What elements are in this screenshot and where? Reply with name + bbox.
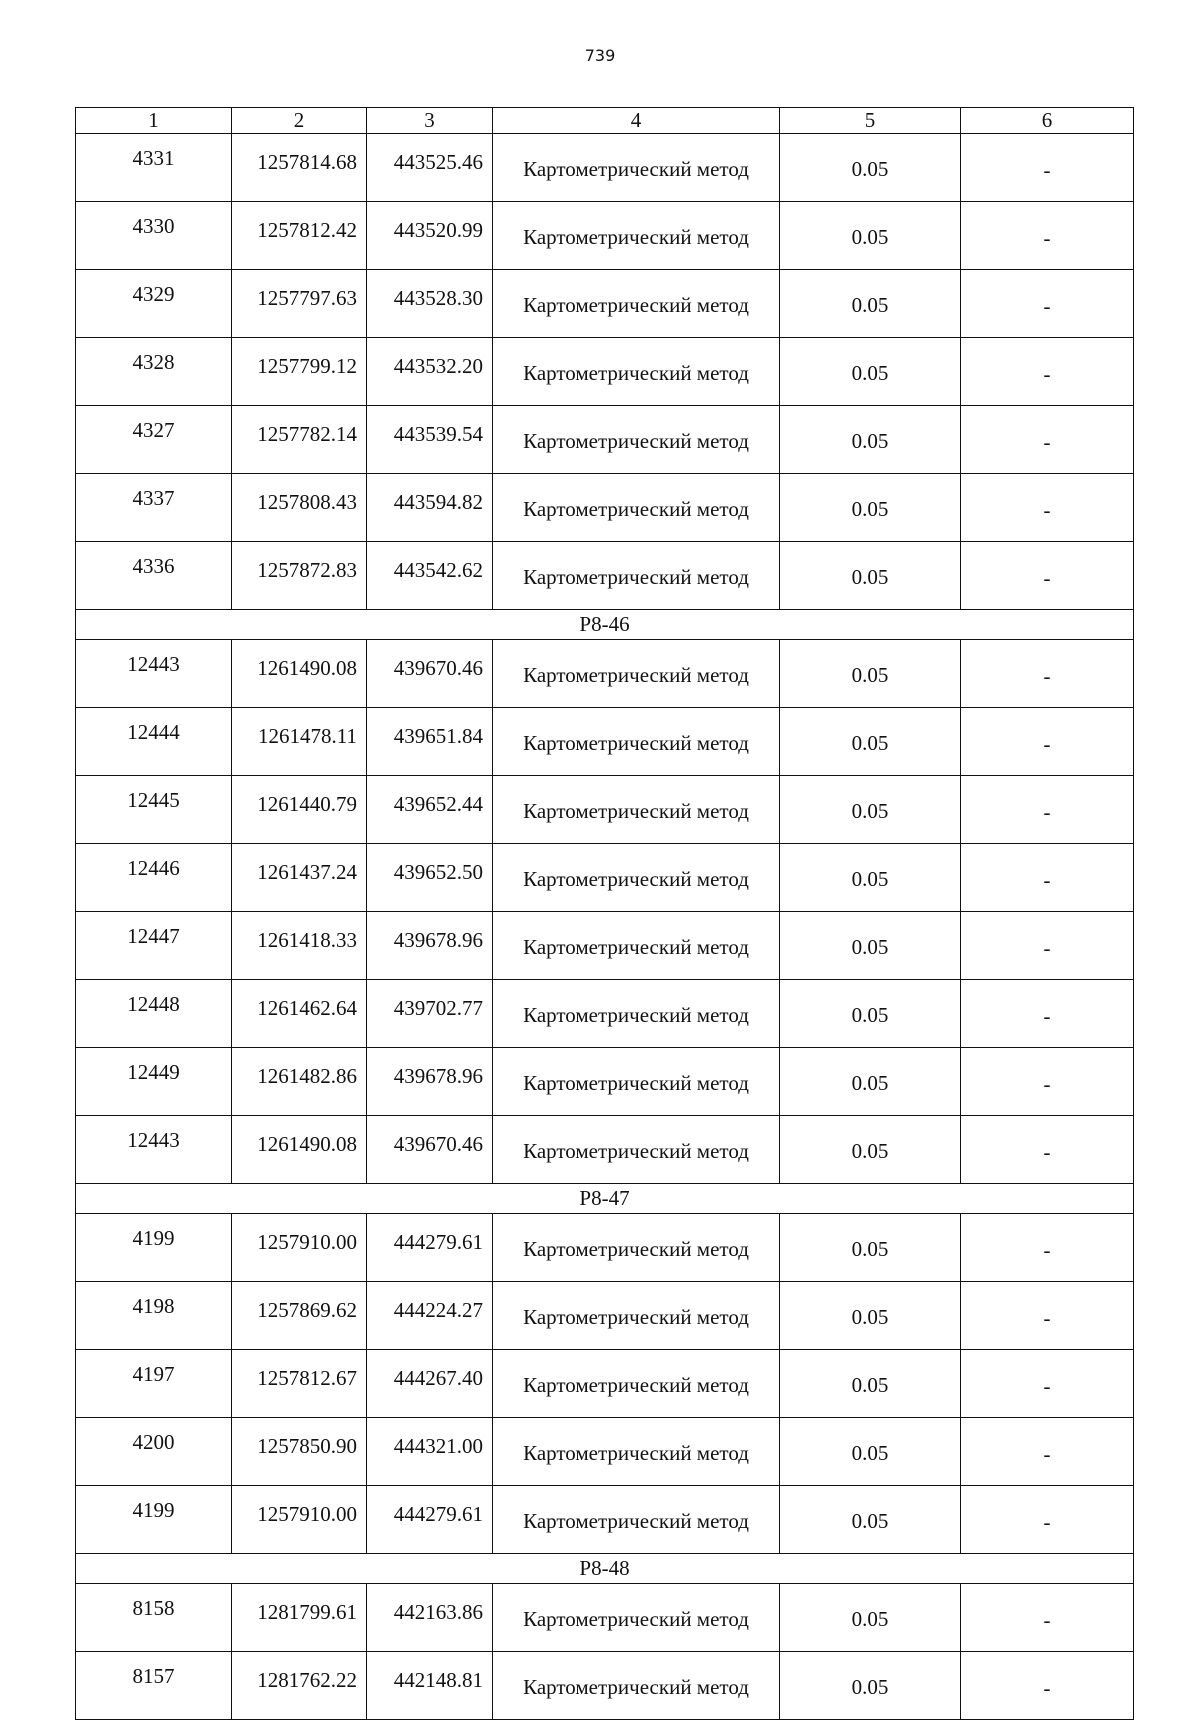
- point-number-cell: 4197: [76, 1350, 232, 1418]
- x-coordinate-cell: 1261490.08: [232, 640, 367, 708]
- point-number-cell: 4337: [76, 474, 232, 542]
- accuracy-cell: 0.05: [780, 1584, 961, 1652]
- column-header: 3: [367, 108, 493, 134]
- accuracy-cell: 0.05: [780, 912, 961, 980]
- table-row: [76, 474, 1134, 542]
- y-coordinate-cell: 444279.61: [367, 1214, 493, 1282]
- accuracy-cell: 0.05: [780, 542, 961, 610]
- point-number-cell: 4199: [76, 1486, 232, 1554]
- note-cell: -: [961, 1584, 1134, 1652]
- table-row: [76, 134, 1134, 202]
- x-coordinate-cell: 1261418.33: [232, 912, 367, 980]
- point-number-cell: 4331: [76, 134, 232, 202]
- note-cell: -: [961, 134, 1134, 202]
- coordinates-table: [75, 107, 1134, 1720]
- column-header: 6: [961, 108, 1134, 134]
- note-cell: -: [961, 844, 1134, 912]
- x-coordinate-cell: 1257869.62: [232, 1282, 367, 1350]
- accuracy-cell: 0.05: [780, 1350, 961, 1418]
- table-row: [76, 980, 1134, 1048]
- table-row: [76, 1486, 1134, 1554]
- note-cell: -: [961, 1116, 1134, 1184]
- accuracy-cell: 0.05: [780, 406, 961, 474]
- method-cell: Картометрический метод: [493, 912, 780, 980]
- point-number-cell: 4199: [76, 1214, 232, 1282]
- y-coordinate-cell: 443539.54: [367, 406, 493, 474]
- note-cell: -: [961, 542, 1134, 610]
- method-cell: Картометрический метод: [493, 270, 780, 338]
- accuracy-cell: 0.05: [780, 1116, 961, 1184]
- accuracy-cell: 0.05: [780, 474, 961, 542]
- table-row: [76, 1350, 1134, 1418]
- method-cell: Картометрический метод: [493, 474, 780, 542]
- note-cell: -: [961, 1486, 1134, 1554]
- table-row: [76, 1048, 1134, 1116]
- table-row: [76, 406, 1134, 474]
- table-row: [76, 776, 1134, 844]
- table-row: [76, 912, 1134, 980]
- method-cell: Картометрический метод: [493, 1282, 780, 1350]
- method-cell: Картометрический метод: [493, 1048, 780, 1116]
- accuracy-cell: 0.05: [780, 776, 961, 844]
- x-coordinate-cell: 1261462.64: [232, 980, 367, 1048]
- point-number-cell: 8158: [76, 1584, 232, 1652]
- x-coordinate-cell: 1257910.00: [232, 1214, 367, 1282]
- y-coordinate-cell: 442163.86: [367, 1584, 493, 1652]
- method-cell: Картометрический метод: [493, 338, 780, 406]
- table-row: [76, 338, 1134, 406]
- y-coordinate-cell: 439670.46: [367, 640, 493, 708]
- point-number-cell: 12443: [76, 1116, 232, 1184]
- table-row: [76, 202, 1134, 270]
- note-cell: -: [961, 474, 1134, 542]
- x-coordinate-cell: 1257872.83: [232, 542, 367, 610]
- method-cell: Картометрический метод: [493, 980, 780, 1048]
- section-heading: Р8-47: [76, 1184, 1134, 1214]
- y-coordinate-cell: 439652.44: [367, 776, 493, 844]
- x-coordinate-cell: 1261482.86: [232, 1048, 367, 1116]
- note-cell: -: [961, 202, 1134, 270]
- x-coordinate-cell: 1261437.24: [232, 844, 367, 912]
- note-cell: -: [961, 1214, 1134, 1282]
- y-coordinate-cell: 443520.99: [367, 202, 493, 270]
- x-coordinate-cell: 1257814.68: [232, 134, 367, 202]
- section-heading: Р8-48: [76, 1554, 1134, 1584]
- method-cell: Картометрический метод: [493, 1418, 780, 1486]
- accuracy-cell: 0.05: [780, 1048, 961, 1116]
- method-cell: Картометрический метод: [493, 1486, 780, 1554]
- method-cell: Картометрический метод: [493, 1584, 780, 1652]
- section-heading-row: [76, 1554, 1134, 1584]
- y-coordinate-cell: 444224.27: [367, 1282, 493, 1350]
- y-coordinate-cell: 444321.00: [367, 1418, 493, 1486]
- method-cell: Картометрический метод: [493, 1116, 780, 1184]
- y-coordinate-cell: 439678.96: [367, 1048, 493, 1116]
- table-row: [76, 1282, 1134, 1350]
- note-cell: -: [961, 1418, 1134, 1486]
- note-cell: -: [961, 1048, 1134, 1116]
- x-coordinate-cell: 1257812.67: [232, 1350, 367, 1418]
- table-row: [76, 1584, 1134, 1652]
- y-coordinate-cell: 439652.50: [367, 844, 493, 912]
- method-cell: Картометрический метод: [493, 708, 780, 776]
- y-coordinate-cell: 444279.61: [367, 1486, 493, 1554]
- table-row: [76, 708, 1134, 776]
- note-cell: -: [961, 1282, 1134, 1350]
- method-cell: Картометрический метод: [493, 640, 780, 708]
- table-row: [76, 1652, 1134, 1720]
- point-number-cell: 4336: [76, 542, 232, 610]
- method-cell: Картометрический метод: [493, 844, 780, 912]
- table-row: [76, 1116, 1134, 1184]
- y-coordinate-cell: 439651.84: [367, 708, 493, 776]
- x-coordinate-cell: 1257910.00: [232, 1486, 367, 1554]
- accuracy-cell: 0.05: [780, 134, 961, 202]
- method-cell: Картометрический метод: [493, 1652, 780, 1720]
- section-heading-row: [76, 610, 1134, 640]
- page-number: 739: [584, 46, 616, 65]
- y-coordinate-cell: 443594.82: [367, 474, 493, 542]
- method-cell: Картометрический метод: [493, 1350, 780, 1418]
- table-row: [76, 542, 1134, 610]
- column-number-row: [76, 108, 1134, 134]
- note-cell: -: [961, 776, 1134, 844]
- y-coordinate-cell: 444267.40: [367, 1350, 493, 1418]
- accuracy-cell: 0.05: [780, 1282, 961, 1350]
- method-cell: Картометрический метод: [493, 776, 780, 844]
- method-cell: Картометрический метод: [493, 1214, 780, 1282]
- accuracy-cell: 0.05: [780, 270, 961, 338]
- note-cell: -: [961, 980, 1134, 1048]
- method-cell: Картометрический метод: [493, 202, 780, 270]
- note-cell: -: [961, 1652, 1134, 1720]
- point-number-cell: 12449: [76, 1048, 232, 1116]
- point-number-cell: 12446: [76, 844, 232, 912]
- accuracy-cell: 0.05: [780, 1652, 961, 1720]
- table-row: [76, 844, 1134, 912]
- method-cell: Картометрический метод: [493, 134, 780, 202]
- point-number-cell: 4200: [76, 1418, 232, 1486]
- table-row: [76, 1418, 1134, 1486]
- method-cell: Картометрический метод: [493, 542, 780, 610]
- accuracy-cell: 0.05: [780, 1418, 961, 1486]
- x-coordinate-cell: 1257812.42: [232, 202, 367, 270]
- point-number-cell: 4330: [76, 202, 232, 270]
- column-header: 4: [493, 108, 780, 134]
- x-coordinate-cell: 1261478.11: [232, 708, 367, 776]
- x-coordinate-cell: 1257797.63: [232, 270, 367, 338]
- note-cell: -: [961, 912, 1134, 980]
- point-number-cell: 12445: [76, 776, 232, 844]
- table-body: [76, 134, 1134, 1720]
- point-number-cell: 12443: [76, 640, 232, 708]
- accuracy-cell: 0.05: [780, 1214, 961, 1282]
- point-number-cell: 4198: [76, 1282, 232, 1350]
- accuracy-cell: 0.05: [780, 708, 961, 776]
- note-cell: -: [961, 406, 1134, 474]
- point-number-cell: 12447: [76, 912, 232, 980]
- x-coordinate-cell: 1261490.08: [232, 1116, 367, 1184]
- y-coordinate-cell: 443528.30: [367, 270, 493, 338]
- x-coordinate-cell: 1257850.90: [232, 1418, 367, 1486]
- note-cell: -: [961, 338, 1134, 406]
- note-cell: -: [961, 270, 1134, 338]
- point-number-cell: 4328: [76, 338, 232, 406]
- table-row: [76, 270, 1134, 338]
- x-coordinate-cell: 1261440.79: [232, 776, 367, 844]
- y-coordinate-cell: 443525.46: [367, 134, 493, 202]
- y-coordinate-cell: 442148.81: [367, 1652, 493, 1720]
- x-coordinate-cell: 1257782.14: [232, 406, 367, 474]
- column-header: 2: [232, 108, 367, 134]
- table-row: [76, 1214, 1134, 1282]
- y-coordinate-cell: 439702.77: [367, 980, 493, 1048]
- point-number-cell: 12448: [76, 980, 232, 1048]
- column-header: 5: [780, 108, 961, 134]
- x-coordinate-cell: 1257799.12: [232, 338, 367, 406]
- column-header: 1: [76, 108, 232, 134]
- y-coordinate-cell: 443532.20: [367, 338, 493, 406]
- point-number-cell: 12444: [76, 708, 232, 776]
- accuracy-cell: 0.05: [780, 844, 961, 912]
- point-number-cell: 4329: [76, 270, 232, 338]
- note-cell: -: [961, 708, 1134, 776]
- x-coordinate-cell: 1281799.61: [232, 1584, 367, 1652]
- accuracy-cell: 0.05: [780, 980, 961, 1048]
- method-cell: Картометрический метод: [493, 406, 780, 474]
- x-coordinate-cell: 1257808.43: [232, 474, 367, 542]
- point-number-cell: 8157: [76, 1652, 232, 1720]
- section-heading-row: [76, 1184, 1134, 1214]
- y-coordinate-cell: 439670.46: [367, 1116, 493, 1184]
- point-number-cell: 4327: [76, 406, 232, 474]
- accuracy-cell: 0.05: [780, 640, 961, 708]
- accuracy-cell: 0.05: [780, 202, 961, 270]
- section-heading: Р8-46: [76, 610, 1134, 640]
- table-row: [76, 640, 1134, 708]
- note-cell: -: [961, 1350, 1134, 1418]
- accuracy-cell: 0.05: [780, 1486, 961, 1554]
- note-cell: -: [961, 640, 1134, 708]
- accuracy-cell: 0.05: [780, 338, 961, 406]
- x-coordinate-cell: 1281762.22: [232, 1652, 367, 1720]
- y-coordinate-cell: 443542.62: [367, 542, 493, 610]
- y-coordinate-cell: 439678.96: [367, 912, 493, 980]
